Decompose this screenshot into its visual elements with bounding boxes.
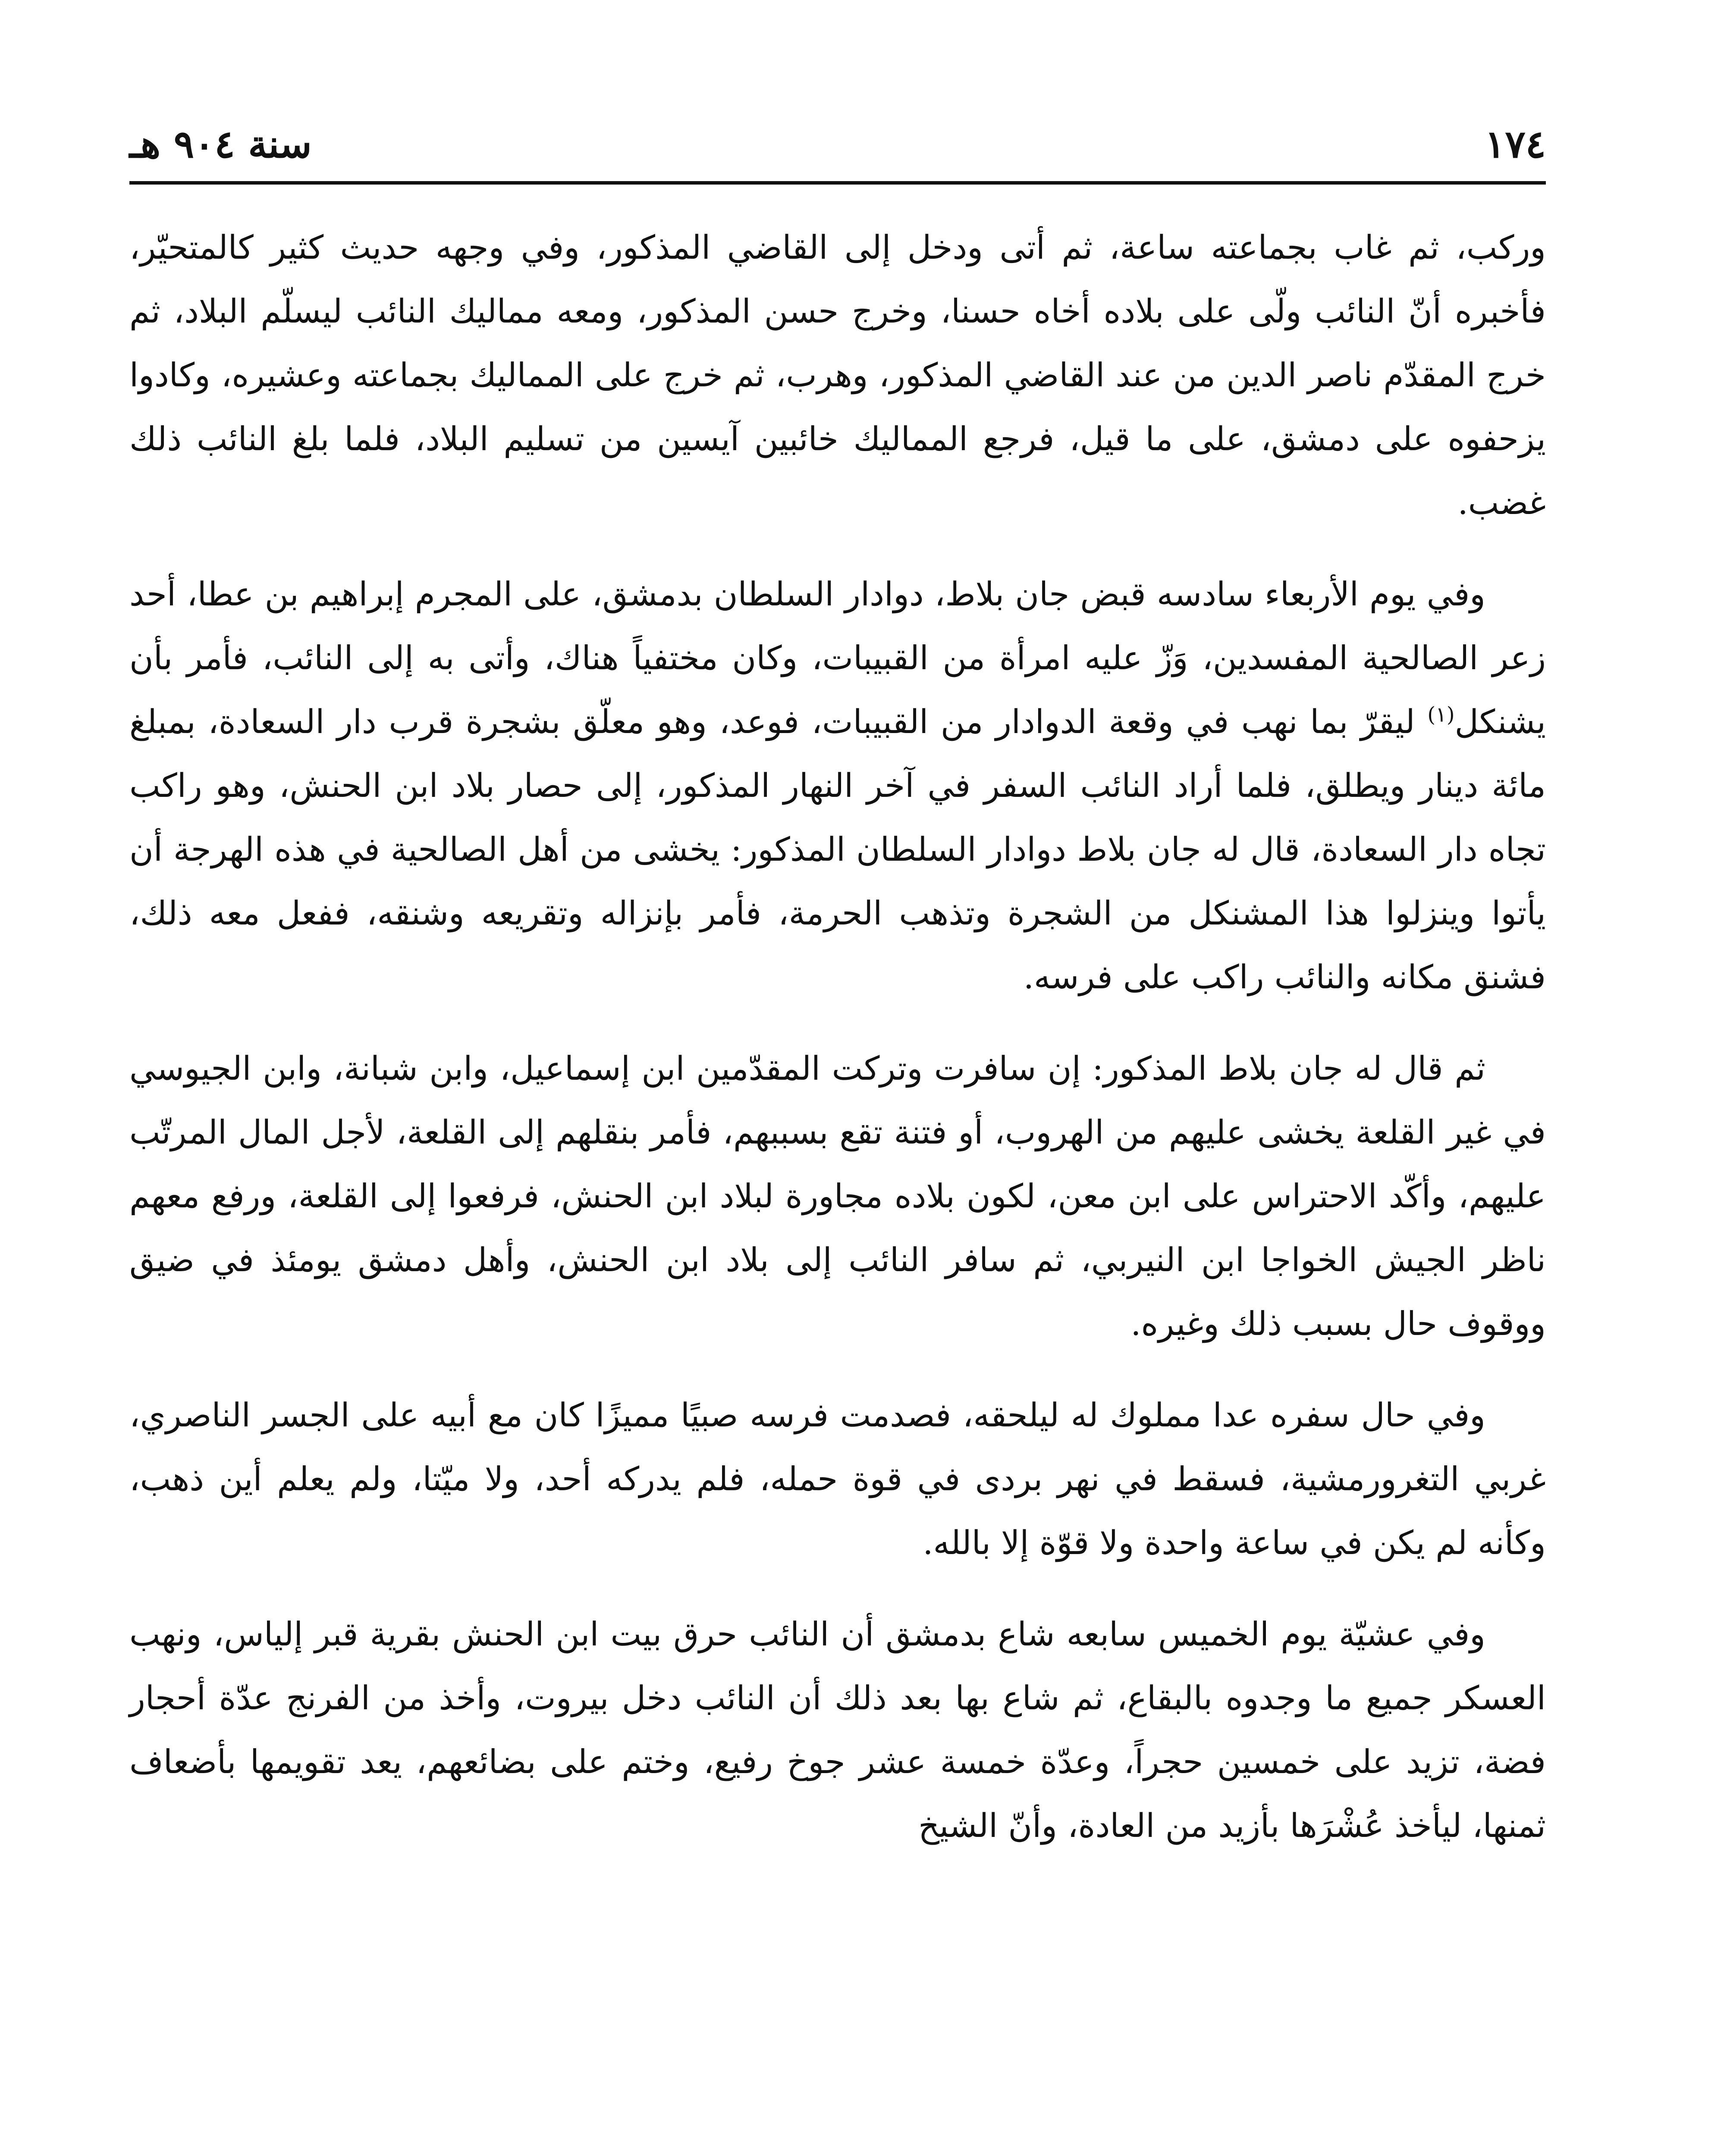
- main-text: [129, 216, 1546, 1885]
- running-head: سنة ٩٠٤ هـ: [129, 122, 312, 166]
- header-rule: [129, 181, 1546, 185]
- page-number: ١٧٤: [1485, 122, 1546, 166]
- paragraph-text: وفي يوم الأربعاء سادسه قبض جان بلاط، دوادار السلطان بدمشق، على المجرم إبراهيم بن عطا، أحد زعر الصالحية المفسدين، وَزّ عليه امرأة من القبيبات، وكان مختفياً هناك، وأتى به إلى النائب، فأمر بأن يشنكل: [129, 575, 1546, 741]
- paragraph: وفي حال سفره عدا مملوك له ليلحقه، فصدمت فرسه صبيًا مميزًا كان مع أبيه على الجسر الناصري، غربي التغرورمشية، فسقط في نهر بردى في قوة حمله، فلم يدركه أحد، ولا ميّتا، ولم يعلم أين ذهب، وكأنه لم يكن في ساعة واحدة ولا قوّة إلا بالله.: [129, 1396, 1546, 1562]
- page-header: [129, 108, 1546, 181]
- paragraph: وركب، ثم غاب بجماعته ساعة، ثم أتى ودخل إلى القاضي المذكور، وفي وجهه حديث كثير كالمتحيّر، فأخبره أنّ النائب ولّى على بلاده أخاه حسنا، وخرج حسن المذكور، ومعه مماليك النائب ليسلّم البلاد، ثم خرج المقدّم ناصر الدين من عند القاضي المذكور، وهرب، ثم خرج على المماليك بجماعته وعشيره، وكادوا يزحفوه على دمشق، على ما قيل، فرجع المماليك خائبين آيسين من تسليم البلاد، فلما بلغ النائب ذلك غضب.: [129, 228, 1546, 522]
- footnote-reference[interactable]: (١): [1427, 702, 1455, 727]
- paragraph-text: ليقرّ بما نهب في وقعة الدوادار من القبيبات، فوعد، وهو معلّق بشجرة قرب دار السعادة، بمبلغ مائة دينار ويطلق، فلما أراد النائب السفر في آخر النهار المذكور، إلى حصار بلاد ابن الحنش، وهو راكب تجاه دار السعادة، قال له جان بلاط دوادار السلطان المذكور: يخشى من أهل الصالحية في هذه الهرجة أن يأتوا وينزلوا هذا المشنكل من الشجرة وتذهب الحرمة، فأمر بإنزاله وتقريعه وشنقه، ففعل معه ذلك، فشنق مكانه والنائب راكب على فرسه.: [129, 702, 1546, 996]
- paragraph: وفي عشيّة يوم الخميس سابعه شاع بدمشق أن النائب حرق بيت ابن الحنش بقرية قبر إلياس، ونهب العسكر جميع ما وجدوه بالبقاع، ثم شاع بها بعد ذلك أن النائب دخل بيروت، وأخذ من الفرنج عدّة أحجار فضة، تزيد على خمسين حجراً، وعدّة خمسة عشر جوخ رفيع، وختم على بضائعهم، يعد تقويمها بأضعاف ثمنها، ليأخذ عُشْرَها بأزيد من العادة، وأنّ الشيخ: [129, 1615, 1546, 1845]
- paragraph: [129, 562, 1546, 1009]
- paragraph: ثم قال له جان بلاط المذكور: إن سافرت وتركت المقدّمين ابن إسماعيل، وابن شبانة، وابن الجيوسي في غير القلعة يخشى عليهم من الهروب، أو فتنة تقع بسببهم، فأمر بنقلهم إلى القلعة، لأجل المال المرتّب عليهم، وأكّد الاحتراس على ابن معن، لكون بلاده مجاورة لبلاد ابن الحنش، فرفعوا إلى القلعة، ورفع معهم ناظر الجيش الخواجا ابن النيربي، ثم سافر النائب إلى بلاد ابن الحنش، وأهل دمشق يومئذ في ضيق ووقوف حال بسبب ذلك وغيره.: [129, 1049, 1546, 1343]
